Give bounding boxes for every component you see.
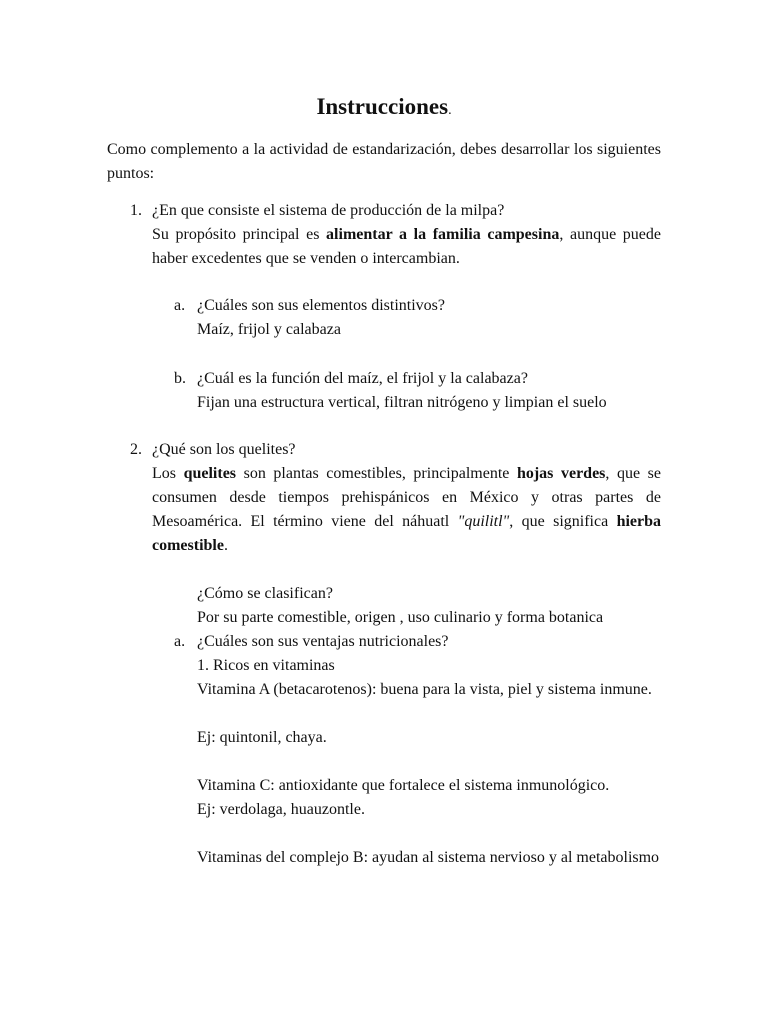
item-2-bold-hierba: hierba comestible [152, 513, 662, 554]
item-2a-vitamin-a-example: Ej: quintonil, chaya. [197, 729, 327, 746]
item-1b-answer: Fijan una estructura vertical, filtran nitrógeno y limpian el suelo [197, 394, 607, 411]
item-2a-marker: a. [174, 633, 186, 650]
item-2a-vitamin-c: Vitamina C: antioxidante que fortalece el sistema inmunológico. [197, 777, 610, 794]
item-1a-marker: a. [174, 297, 186, 314]
item-2a-vitamin-c-example: Ej: verdolaga, huauzontle. [197, 801, 365, 818]
item-2-italic-quilitl: "quilitl" [457, 513, 510, 530]
intro-paragraph: Como complemento a la actividad de estandarización, debes desarrollar los siguientes puntos: [107, 141, 661, 182]
item-1-answer-pre: Su propósito principal es [152, 226, 327, 243]
item-2-question: ¿Qué son los quelites? [152, 441, 296, 458]
title-dot: . [448, 103, 452, 118]
item-2-classify-answer: Por su parte comestible, origen , uso culinario y forma botanica [197, 609, 604, 626]
item-2a-vitamin-b: Vitaminas del complejo B: ayudan al sistema nervioso y al metabolismo [197, 849, 660, 866]
item-2-paragraph [152, 462, 661, 558]
item-2-text-end: . [223, 537, 228, 554]
item-2-classify-question: ¿Cómo se clasifican? [197, 585, 333, 602]
item-2-text-los: Los [152, 465, 184, 482]
item-2a-question: ¿Cuáles son sus ventajas nutricionales? [197, 633, 449, 650]
item-2-bold-hojas: hojas verdes [516, 465, 606, 482]
item-2-bold-quelites: quelites [183, 465, 237, 482]
title-text: Instrucciones [316, 94, 449, 119]
item-2a-vitamin-a: Vitamina A (betacarotenos): buena para la vista, piel y sistema inmune. [197, 681, 652, 698]
item-2-text-mid: son plantas comestibles, principalmente [236, 465, 517, 482]
item-1-answer [152, 223, 661, 271]
item-2-text-rest: , que se consumen desde tiempos prehispánicos en México y otras partes de Mesoamérica. El término viene del náhuatl [152, 465, 662, 530]
item-1-answer-bold: alimentar a la familia campesina [326, 226, 560, 243]
item-1-answer-post: , aunque puede haber excedentes que se venden o intercambian. [152, 226, 661, 267]
item-2a-point-1: 1. Ricos en vitaminas [197, 657, 335, 674]
item-1a-question: ¿Cuáles son sus elementos distintivos? [197, 297, 445, 314]
document-title [0, 92, 768, 126]
item-1-question: ¿En que consiste el sistema de producción de la milpa? [152, 202, 505, 219]
item-1b-marker: b. [174, 370, 186, 387]
item-1-marker: 1. [130, 202, 142, 219]
item-1a-answer: Maíz, frijol y calabaza [197, 321, 341, 338]
item-1b-question: ¿Cuál es la función del maíz, el frijol y la calabaza? [197, 370, 528, 387]
item-2-text-signif: , que significa [509, 513, 617, 530]
item-2-marker: 2. [130, 441, 142, 458]
